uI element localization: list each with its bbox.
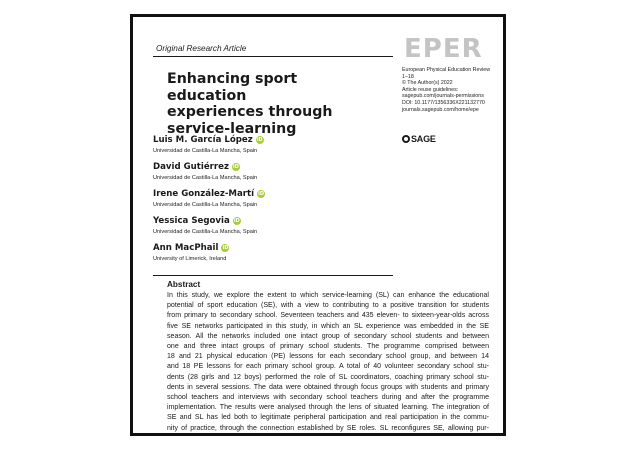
article-title [167,71,377,137]
journal-logo: EPER [404,34,483,64]
journal-meta [402,67,502,113]
journal-name: European Physical Education Review [402,67,491,73]
author-affiliation: Universidad de Castilla-La Mancha, Spain [153,229,258,235]
title-line-2: experiences through [167,104,333,120]
author-item [153,210,257,235]
abstract-line: from primary to secondary school. Seventeen teachers and 435 eleven- to sixteen-year-olds across [167,312,489,320]
author-affiliation: Universidad de Castilla-La Mancha, Spain [153,148,258,154]
paper-page [130,14,506,436]
orcid-icon[interactable]: iD [222,245,229,251]
abstract-line: 18 and 21 physical education (PE) lessons for each secondary school group, and between 14 [167,353,489,361]
author-affiliation: University of Limerick, Ireland [153,256,227,262]
sage-mark-icon [402,135,410,143]
author-item [153,183,265,208]
copyright: © The Author(s) 2022 [402,80,453,87]
abstract-line: In this study, we explore the extent to which service-learning (SL) can enhance the educational [167,292,489,299]
orcid-icon[interactable]: iD [256,137,263,143]
abstract-line: implementation. The results were analysed through the lens of situated learning. The integration of [167,404,489,412]
abstract-line: SE and SL has led both to legitimate peripheral participation and real participation in the commu- [167,414,489,422]
abstract-line: dents in several sessions. The data were obtained through focus groups with students and primary [167,383,489,391]
abstract-line: school teachers and interviews with secondary school teachers during and after the programme [167,394,489,402]
abstract-rule [153,275,393,276]
page-range: 1–18 [402,73,414,80]
abstract-line: five SE networks participated in this study, in which an SL experience was embedded in the SE [167,322,489,330]
abstract-line: one and three intact groups of primary school students. The programme comprised between [167,343,489,351]
orcid-icon[interactable]: iD [233,218,240,224]
abstract-line: nity of practice, through the connection established by SE roles. SL reconfigures SE, allowing pur- [167,424,489,432]
author-item [153,129,264,154]
article-type: Original Research Article [156,44,247,53]
author-name: David Gutiérrez [153,162,229,172]
author-affiliation: Universidad de Castilla-La Mancha, Spain [153,202,258,208]
title-line-3: service-learning [167,120,297,137]
author-name: Irene González-Martí [153,189,255,199]
header-rule [153,56,393,57]
abstract-heading: Abstract [167,280,201,289]
orcid-icon[interactable]: iD [258,191,265,197]
author-affiliation: Universidad de Castilla-La Mancha, Spain [153,175,258,181]
author-name: Yessica Segovia [153,216,230,226]
orcid-icon[interactable]: iD [233,164,239,170]
abstract-line: season. All the networks included one intact group of secondary school students and between [167,332,489,340]
abstract-line: and 18 PE lessons for each primary school group. A total of 40 volunteer secondary school stu- [167,363,489,371]
author-name: Luis M. García López [153,135,253,145]
publisher-logo [402,134,436,144]
abstract-line: dents (28 girls and 12 boys) performed the role of SL coordinators, coaching primary school stu- [167,373,489,381]
title-line-1: Enhancing sport education [167,71,298,104]
doi[interactable]: DOI: 10.1177/1356336X221132770 [402,99,485,106]
reuse-label: Article reuse guidelines: [402,86,459,93]
journal-homepage-link[interactable]: journals.sagepub.com/home/epe [402,106,479,113]
abstract-text [167,291,489,434]
author-item [153,237,229,262]
author-name: Ann MacPhail [153,243,219,253]
abstract-line: potential of sport education (SE), with a view to contributing to a positive transition for students [167,302,489,310]
author-item [153,156,257,181]
reuse-link[interactable]: sagepub.com/journals-permissions [402,93,484,100]
publisher-name: SAGE [411,134,436,144]
